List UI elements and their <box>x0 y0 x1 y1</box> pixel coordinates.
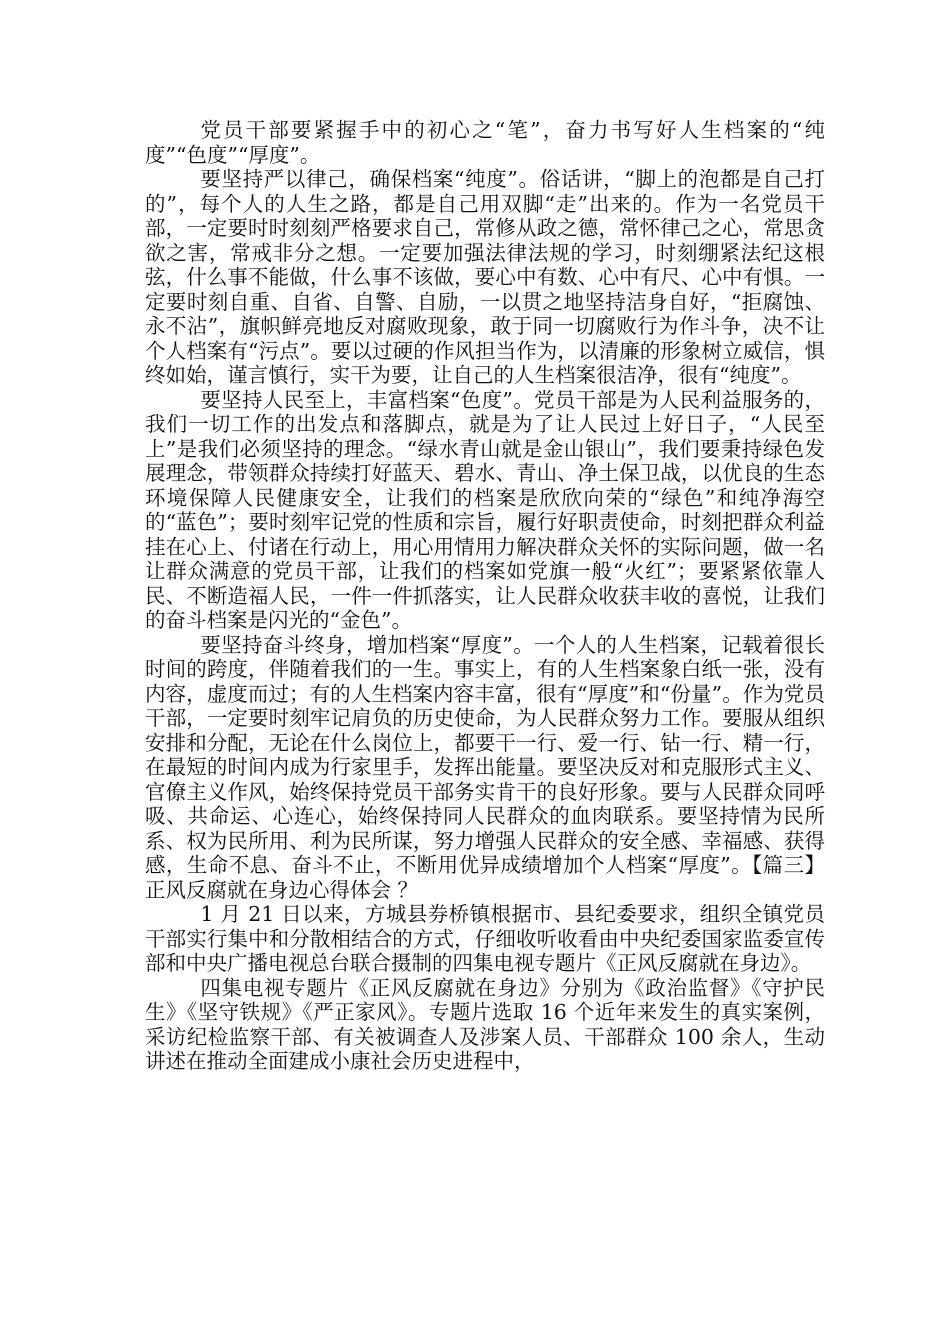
document-body <box>145 118 825 1074</box>
paragraph-thickness: 要坚持奋斗终身，增加档案“厚度”。一个人的人生档案，记载着很长时间的跨度，伴随着我们的一生。事实上，有的人生档案象白纸一张，没有内容，虚度而过；有的人生档案内容丰富，很有“厚度”和“份量”。作为党员干部，一定要时刻牢记肩负的历史使命，为人民群众努力工作。要服从组织安排和分配，无论在什么岗位上，都要干一行、爱一行、钻一行、精一行，在最短的时间内成为行家里手，发挥出能量。要坚决反对和克服形式主义、官僚主义作风，始终保持党员干部务实肯干的良好形象。要与人民群众同呼吸、共命运、心连心，始终保持同人民群众的血肉联系。要坚持情为民所系、权为民所用、利为民所谋，努力增强人民群众的安全感、幸福感、获得感，生命不息、奋斗不止，不断用优异成绩增加个人档案“厚度”。【篇三】正风反腐就在身边心得体会 ？ <box>145 632 825 902</box>
paragraph-purity: 要坚持严以律己，确保档案“纯度”。俗话讲，“脚上的泡都是自己打的”，每个人的人生之路，都是自己用双脚“走”出来的。作为一名党员干部，一定要时时刻刻严格要求自己，常修从政之德，常怀律己之心，常思贪欲之害，常戒非分之想。一定要加强法律法规的学习，时刻绷紧法纪这根弦，什么事不能做，什么事不该做，要心中有数、心中有尺、心中有惧。一定要时刻自重、自省、自警、自励，一以贯之地坚持洁身自好，“拒腐蚀、永不沾”，旗帜鲜亮地反对腐败现象，敢于同一切腐败行为作斗争，决不让个人档案有“污点”。要以过硬的作风担当作为，以清廉的形象树立威信，惧终如始，谨言慎行，实干为要，让自己的人生档案很洁净，很有“纯度”。 <box>145 167 825 387</box>
paragraph-color: 要坚持人民至上，丰富档案“色度”。党员干部是为人民利益服务的，我们一切工作的出发点和落脚点，就是为了让人民过上好日子，“人民至上”是我们必须坚持的理念。“绿水青山就是金山银山”，我们要秉持绿色发展理念，带领群众持续打好蓝天、碧水、青山、净土保卫战，以优良的生态环境保障人民健康安全，让我们的档案是欣欣向荣的“绿色”和纯净海空的“蓝色”；要时刻牢记党的性质和宗旨，履行好职责使命，时刻把群众利益挂在心上、付诸在行动上，用心用情用力解决群众关怀的实际问题，做一名让群众满意的党员干部，让我们的档案如党旗一般“火红”；要紧紧依靠人民、不断造福人民，一件一件抓落实，让人民群众收获丰收的喜悦，让我们的奋斗档案是闪光的“金色”。 <box>145 387 825 632</box>
paragraph-intro: 党员干部要紧握手中的初心之“笔”，奋力书写好人生档案的“纯度”“色度”“厚度”。 <box>145 118 825 167</box>
paragraph-fangcheng: 1 月 21 日以来，方城县券桥镇根据市、县纪委要求，组织全镇党员干部实行集中和分散相结合的方式，仔细收听收看由中央纪委国家监委宣传部和中央广播电视总台联合摄制的四集电视专题片《正风反腐就在身边》。 <box>145 902 825 975</box>
paragraph-documentary: 四集电视专题片《正风反腐就在身边》分别为《政治监督》《守护民生》《坚守铁规》《严正家风》。专题片选取 16 个近年来发生的真实案例，采访纪检监察干部、有关被调查人及涉案人员、干部群众 100 余人，生动讲述在推动全面建成小康社会历史进程中， <box>145 975 825 1073</box>
